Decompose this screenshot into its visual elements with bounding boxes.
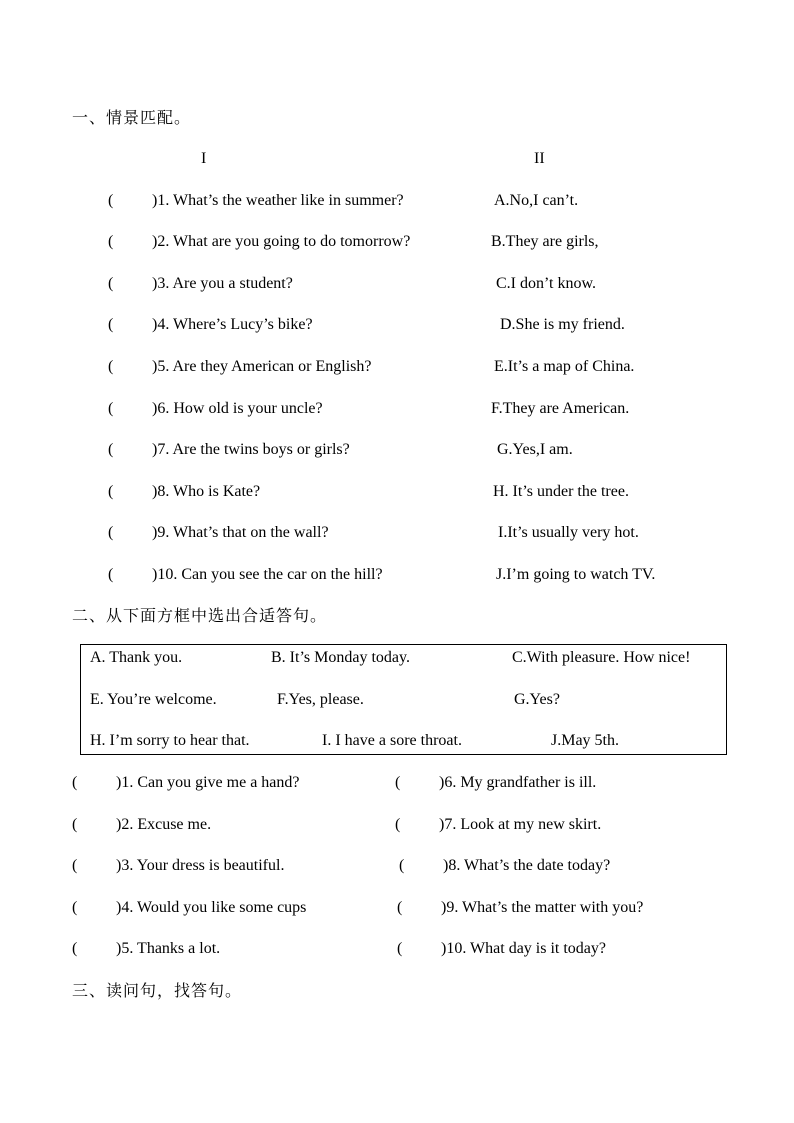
answer-option: A.No,I can’t. <box>494 192 579 209</box>
column-header-right: II <box>534 150 545 167</box>
answer-blank[interactable]: ( <box>395 816 401 833</box>
question-text: )5. Are they American or English? <box>152 358 372 375</box>
question-text: )10. Can you see the car on the hill? <box>152 566 383 583</box>
answer-blank[interactable]: ( <box>397 899 403 916</box>
question-row <box>108 232 410 252</box>
question-row <box>72 856 284 876</box>
choice-j: J.May 5th. <box>551 732 619 749</box>
answer-blank[interactable]: ( <box>108 358 114 375</box>
question-row <box>397 939 606 959</box>
question-text: )2. What are you going to do tomorrow? <box>152 233 411 250</box>
answer-blank[interactable]: ( <box>108 275 114 292</box>
question-row <box>399 856 610 876</box>
answer-blank[interactable]: ( <box>72 857 78 874</box>
choice-c: C.With pleasure. How nice! <box>512 649 691 666</box>
answer-option: J.I’m going to watch TV. <box>496 566 656 583</box>
answer-option: H. It’s under the tree. <box>493 483 629 500</box>
section3-heading: 三、读问句，找答句。 <box>72 981 243 1000</box>
question-row <box>108 440 350 460</box>
question-text: )3. Are you a student? <box>152 275 293 292</box>
question-row <box>108 523 329 543</box>
answer-blank[interactable]: ( <box>72 816 78 833</box>
choice-f: F.Yes, please. <box>277 691 364 708</box>
question-row <box>72 815 211 835</box>
answer-blank[interactable]: ( <box>108 192 114 209</box>
question-row <box>108 315 313 335</box>
answer-blank[interactable]: ( <box>108 566 114 583</box>
section1-heading: 一、情景匹配。 <box>72 108 192 127</box>
question-text: )1. What’s the weather like in summer? <box>152 192 404 209</box>
column-header-left: I <box>201 150 207 167</box>
question-row <box>72 898 306 918</box>
question-text: )9. What’s the matter with you? <box>441 899 644 916</box>
answer-blank[interactable]: ( <box>395 774 401 791</box>
answer-blank[interactable]: ( <box>399 857 405 874</box>
answer-blank[interactable]: ( <box>108 483 114 500</box>
question-text: )5. Thanks a lot. <box>116 940 221 957</box>
question-row <box>395 815 601 835</box>
question-row <box>108 191 404 211</box>
question-row <box>108 482 260 502</box>
answer-option: I.It’s usually very hot. <box>498 524 639 541</box>
answer-blank[interactable]: ( <box>108 441 114 458</box>
answer-blank[interactable]: ( <box>72 774 78 791</box>
question-text: )7. Look at my new skirt. <box>439 816 602 833</box>
answer-option: D.She is my friend. <box>500 316 625 333</box>
answer-option: B.They are girls, <box>491 233 599 250</box>
question-text: )7. Are the twins boys or girls? <box>152 441 350 458</box>
question-row <box>108 565 383 585</box>
choice-i: I. I have a sore throat. <box>322 732 462 749</box>
question-text: )1. Can you give me a hand? <box>116 774 300 791</box>
answer-option: G.Yes,I am. <box>497 441 573 458</box>
answer-option: F.They are American. <box>491 400 630 417</box>
question-row <box>395 773 596 793</box>
choice-a: A. Thank you. <box>90 649 183 666</box>
answer-blank[interactable]: ( <box>72 899 78 916</box>
question-text: )9. What’s that on the wall? <box>152 524 329 541</box>
answer-blank[interactable]: ( <box>108 524 114 541</box>
question-text: )8. What’s the date today? <box>443 857 611 874</box>
answer-option: E.It’s a map of China. <box>494 358 635 375</box>
question-text: )10. What day is it today? <box>441 940 606 957</box>
answer-blank[interactable]: ( <box>108 316 114 333</box>
question-text: )8. Who is Kate? <box>152 483 261 500</box>
answer-blank[interactable]: ( <box>108 233 114 250</box>
question-text: )6. How old is your uncle? <box>152 400 323 417</box>
question-row <box>108 274 293 294</box>
answer-option: C.I don’t know. <box>496 275 596 292</box>
choice-h: H. I’m sorry to hear that. <box>90 732 250 749</box>
answer-blank[interactable]: ( <box>108 400 114 417</box>
choice-e: E. You’re welcome. <box>90 691 217 708</box>
question-text: )4. Would you like some cups <box>116 899 307 916</box>
answer-blank[interactable]: ( <box>397 940 403 957</box>
answer-blank[interactable]: ( <box>72 940 78 957</box>
section2-heading: 二、从下面方框中选出合适答句。 <box>72 606 328 625</box>
question-row <box>72 773 300 793</box>
question-row <box>108 399 323 419</box>
question-text: )4. Where’s Lucy’s bike? <box>152 316 313 333</box>
question-text: )6. My grandfather is ill. <box>439 774 597 791</box>
question-row <box>72 939 220 959</box>
question-row <box>108 357 372 377</box>
choice-g: G.Yes? <box>514 691 560 708</box>
question-text: )3. Your dress is beautiful. <box>116 857 285 874</box>
question-row <box>397 898 643 918</box>
choice-b: B. It’s Monday today. <box>271 649 410 666</box>
question-text: )2. Excuse me. <box>116 816 212 833</box>
